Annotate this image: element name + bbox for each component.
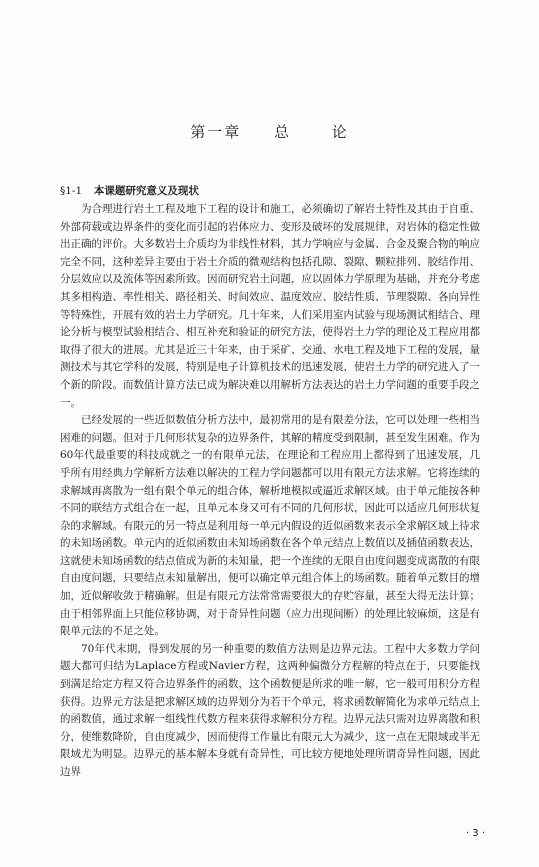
section-number: §1-1	[60, 185, 83, 197]
chapter-label: 第一章	[190, 123, 242, 141]
section-heading	[60, 183, 199, 198]
paragraph-3: 70年代末期，得到发展的另一种重要的数值方法则是边界元法。工程中大多数力学问题大都可归结为Laplace方程或Navier方程，这两种偏微分方程解的特点在于，只要能找到满足给定方程又符合边界条件的函数，这个函数便是所求的唯一解，它一般可用积分方程获得。边界元方法是把求解区域的边界划分为若干个单元，将求函数解简化为求单元结点上的函数值，通过求解一组线性代数方程来获得求解积分方程。边界元法只需对边界离散和积分，使维数降阶，自由度减少，因而使得工作量比有限元大为减少，这一点在无限域或半无限域尤为明显。边界元的基本解本身就有奇异性，可比较方便地处理所谓奇异性问题，因此边界	[60, 642, 480, 778]
chapter-title-char-2: 论	[331, 123, 349, 141]
section-title: 本课题研究意义及现状	[93, 185, 199, 197]
chapter-title	[0, 121, 539, 142]
chapter-title-char-1: 总	[273, 123, 291, 141]
paragraph-2: 已经发展的一些近似数值分析方法中，最初常用的是有限差分法，它可以处理一些相当困难的问题。但对于几何形状复杂的边界条件，其解的精度受到限制，甚至发生困难。作为60年代最重要的科技成就之一的有限单元法，在理论和工程应用上都得到了迅速发展，几乎所有用经典力学解析方法难以解决的工程力学问题都可以用有限元方法求解。它将连续的求解域再离散为一组有限个单元的组合体，解析地模拟或逼近求解区域。由于单元能按各种不同的联结方式组合在一起，且单元本身又可有不同的几何形状，因此可以适应几何形状复杂的求解域。有限元的另一特点是利用每一单元内假设的近似函数来表示全求解区域上待求的未知场函数。单元内的近似函数由未知场函数在各个单元结点上数值以及插值函数表达，这就使未知场函数的结点值成为新的未知量，把一个连续的无限自由度问题变成离散的有限自由度问题，只要结点未知量解出，便可以确定单元组合体上的场函数。随着单元数目的增加，近似解收敛于精确解。但是有限元方法常常需要很大的存贮容量，甚至大得无法计算；由于相邻界面上只能位移协调，对于奇异性问题（应力出现间断）的处理比较麻烦，这是有限单元法的不足之处。	[60, 414, 480, 638]
body-text	[60, 201, 480, 782]
page-number: · 3 ·	[465, 828, 485, 839]
paragraph-1: 为合理进行岩土工程及地下工程的设计和施工，必须确切了解岩土特性及其由于自重、外部荷载或边界条件的变化而引起的岩体应力、变形及破坏的发展规律，对岩体的稳定性做出正确的评价。大多数岩土介质均为非线性材料，其力学响应与金属、合金及聚合物的响应完全不同，这种差异主要由于岩土介质的微观结构包括孔隙、裂隙、颗粒排列、胶结作用、分层效应以及流体等因素所致。因而研究岩土问题，应以固体力学原理为基础，并充分考虑其多相构造、率性相关、路径相关、时间效应、温度效应、胶结性质、节理裂隙、各向异性等特殊性，开展有效的岩土力学研究。几十年来，人们采用室内试验与现场测试相结合、理论分析与模型试验相结合、相互补充和验证的研究方法，使得岩土力学的理论及工程应用都取得了很大的进展。尤其是近三十年来，由于采矿、交通、水电工程及地下工程的发展，量测技术与其它学科的发展，特别是电子计算机技术的迅速发展，使岩土力学的研究进入了一个新的阶段。而数值计算方法已成为解决难以用解析方法表达的岩土力学问题的重要手段之一。	[60, 203, 480, 409]
